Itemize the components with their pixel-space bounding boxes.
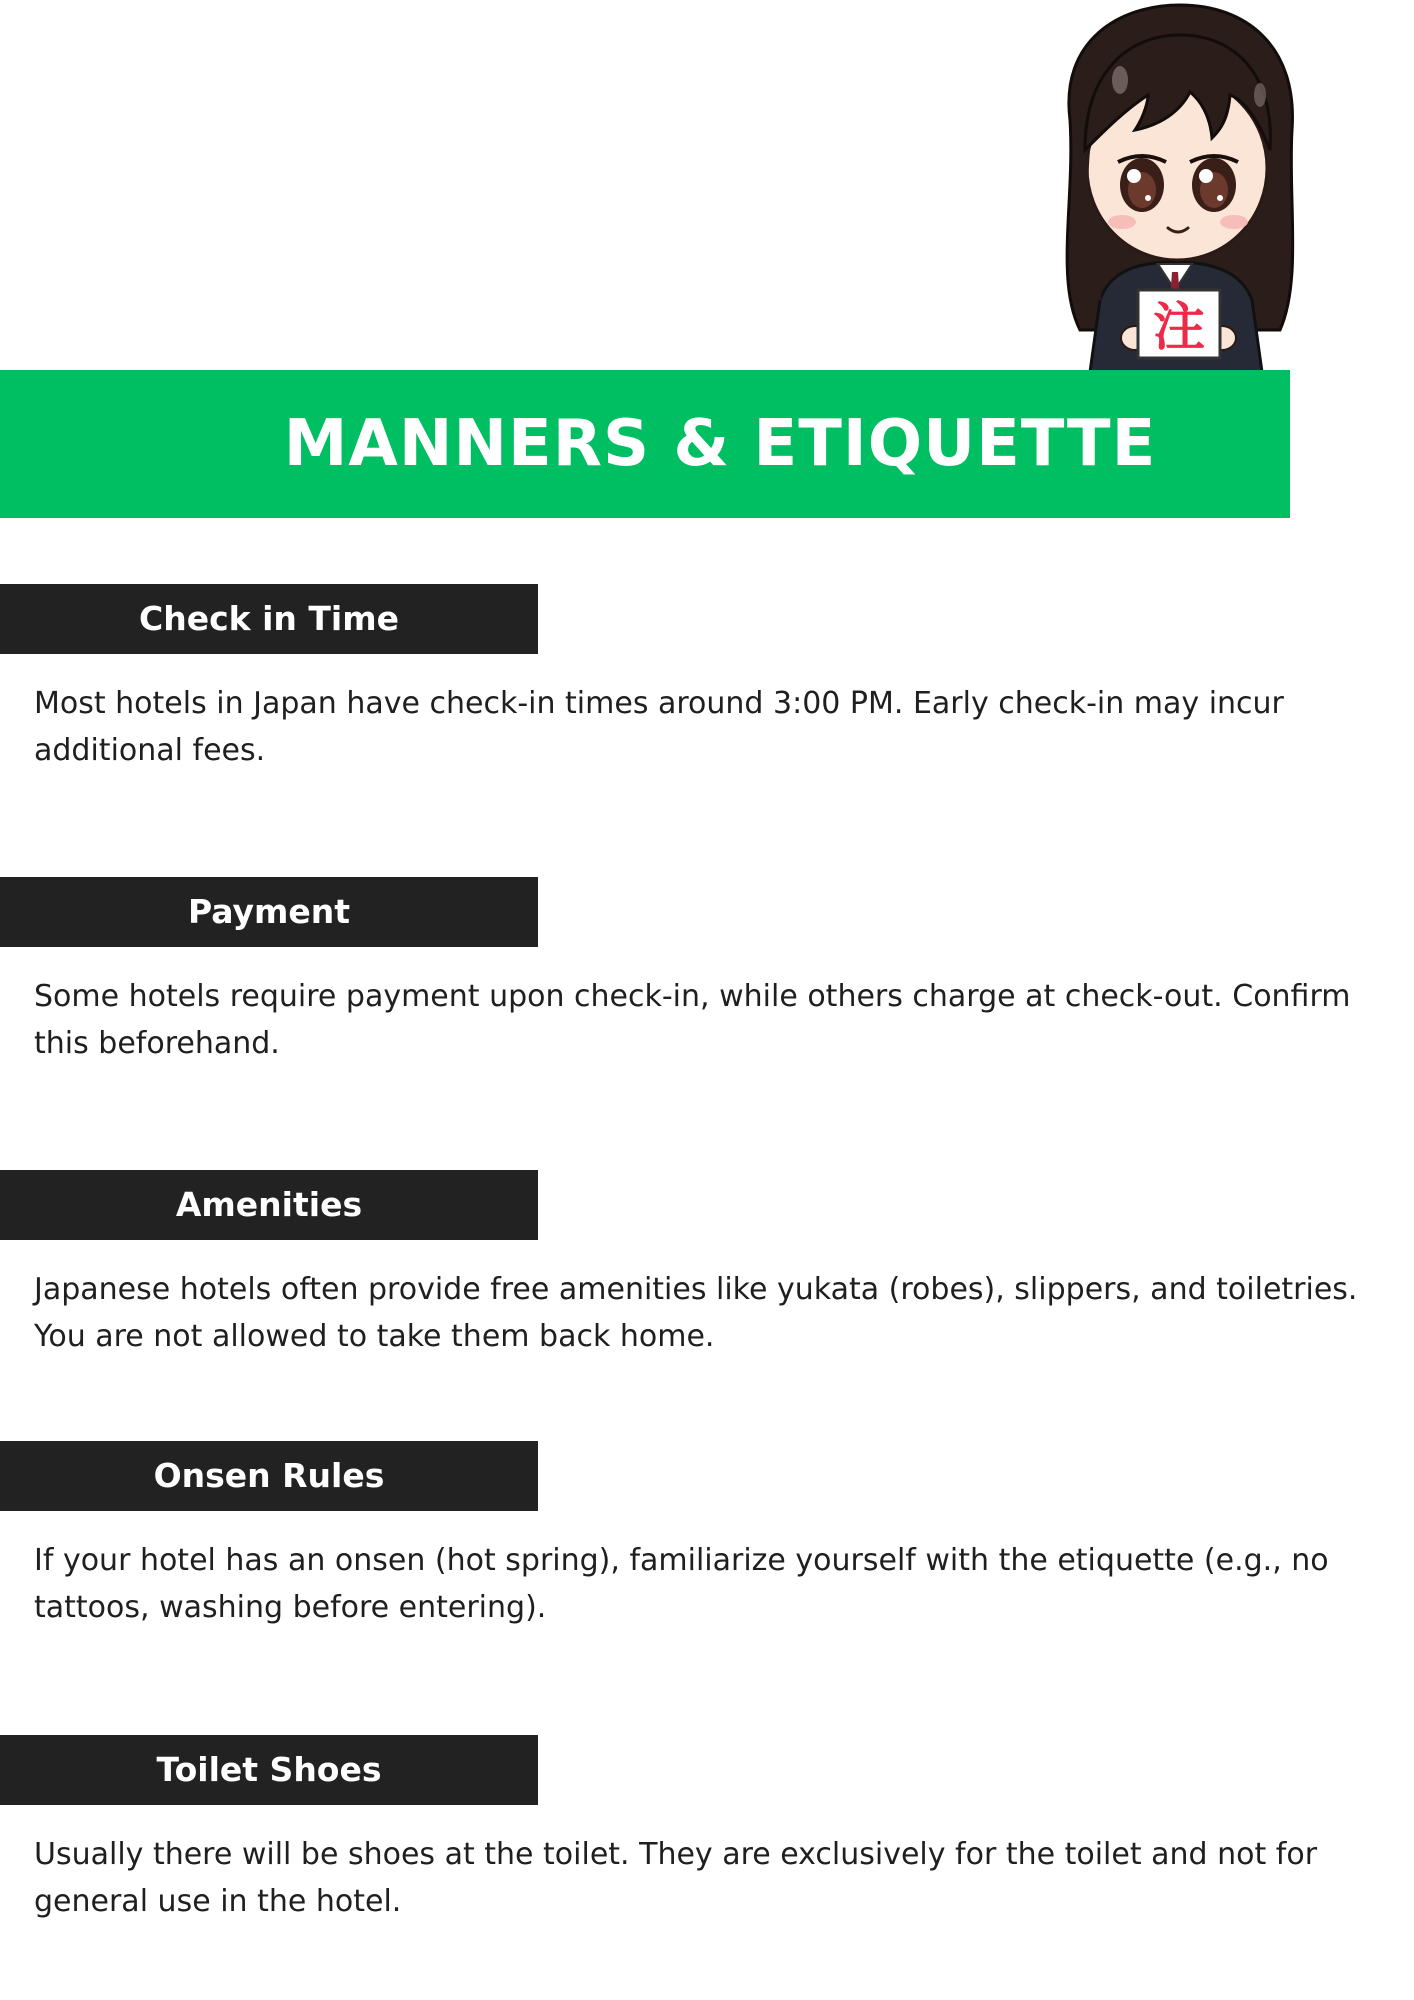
section-heading-amenities: Amenities [0,1170,538,1240]
section-body-payment: Some hotels require payment upon check-in, while others charge at check-out. Confirm this beforehand. [34,979,1351,1061]
section-heading-onsen-rules: Onsen Rules [0,1441,538,1511]
section-body-onsen-rules: If your hotel has an onsen (hot spring), familiarize yourself with the etiquette (e.g., no tattoos, washing before entering). [34,1543,1329,1625]
section-heading-payment: Payment [0,877,538,947]
section-body-check-in-time: Most hotels in Japan have check-in times around 3:00 PM. Early check-in may incur additional fees. [34,686,1284,768]
section-heading-check-in-time: Check in Time [0,584,538,654]
sign-text: 注 [1152,298,1206,358]
section-body-amenities: Japanese hotels often provide free amenities like yukata (robes), slippers, and toiletries. You are not allowed to take them back home. [34,1272,1358,1354]
anime-girl-mascot-icon [1030,0,1320,372]
section-body-toilet-shoes: Usually there will be shoes at the toilet. They are exclusively for the toilet and not for general use in the hotel. [34,1837,1318,1919]
page-title: MANNERS & ETIQUETTE [283,407,1157,481]
title-banner [0,370,1290,518]
section-heading-toilet-shoes: Toilet Shoes [0,1735,538,1805]
